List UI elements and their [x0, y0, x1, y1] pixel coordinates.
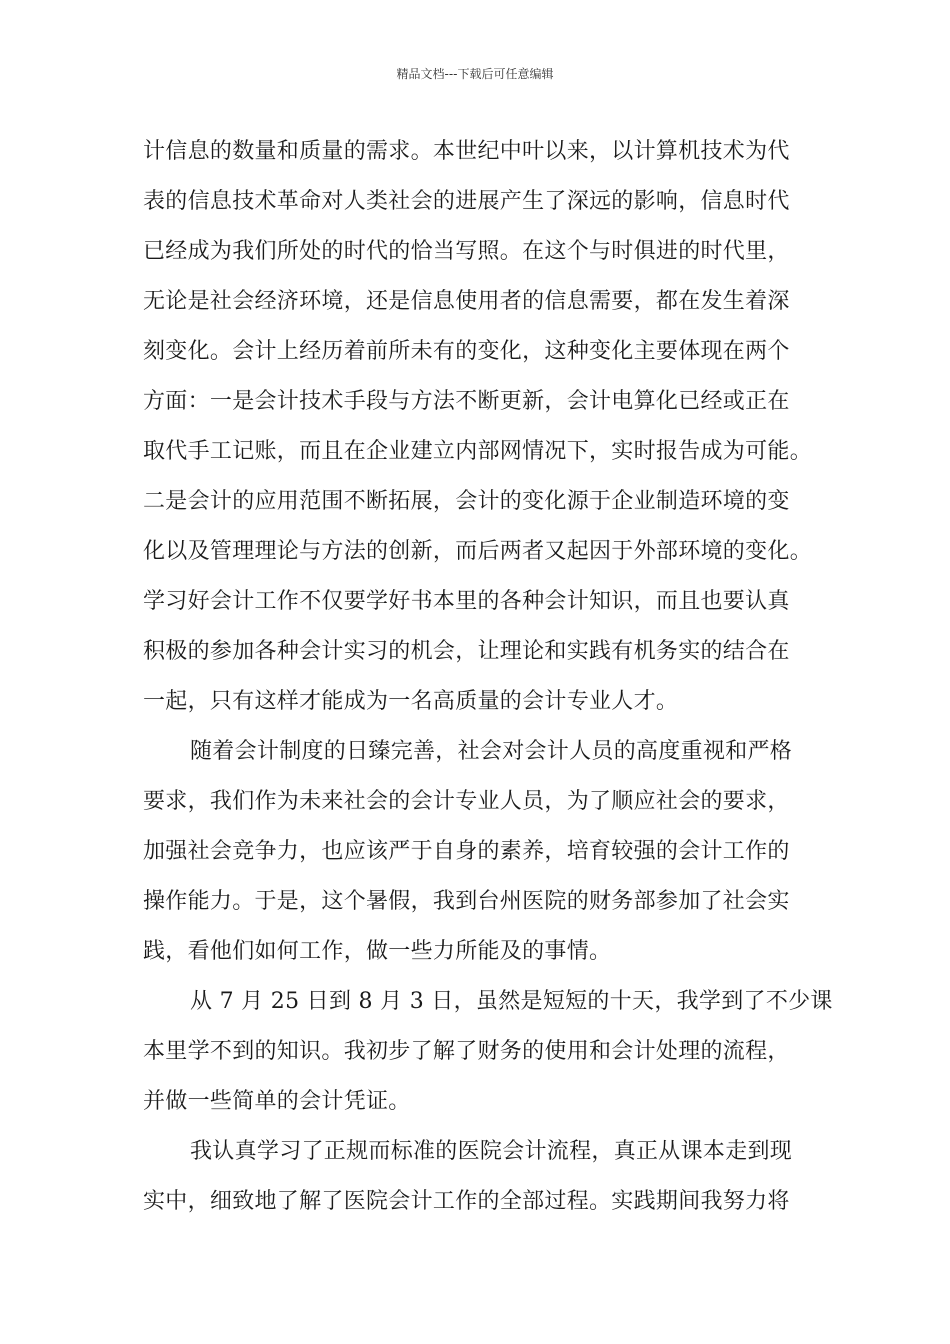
page-header: 精品文档---下载后可任意编辑 [396, 67, 554, 81]
text-line: 实中，细致地了解了医院会计工作的全部过程。实践期间我努力将 [143, 1189, 790, 1214]
text-line: 刻变化。会计上经历着前所未有的变化，这种变化主要体现在两个 [143, 339, 790, 364]
text-line: 二是会计的应用范围不断拓展，会计的变化源于企业制造环境的变 [143, 489, 790, 514]
text-line: 学习好会计工作不仅要学好书本里的各种会计知识，而且也要认真 [143, 589, 790, 614]
text-line: 本里学不到的知识。我初步了解了财务的使用和会计处理的流程， [143, 1039, 790, 1064]
text-line: 要求，我们作为未来社会的会计专业人员，为了顺应社会的要求， [143, 789, 790, 814]
text-line: 一起，只有这样才能成为一名高质量的会计专业人才。 [143, 689, 679, 714]
paragraph-first-line: 我认真学习了正规而标准的医院会计流程，真正从课本走到现 [190, 1139, 793, 1164]
text-line: 表的信息技术革命对人类社会的进展产生了深远的影响，信息时代 [143, 189, 790, 214]
text-line: 方面：一是会计技术手段与方法不断更新，会计电算化已经或正在 [143, 389, 790, 414]
text-line: 计信息的数量和质量的需求。本世纪中叶以来，以计算机技术为代 [143, 139, 790, 164]
text-line: 化以及管理理论与方法的创新，而后两者又起因于外部环境的变化。 [143, 539, 813, 564]
text-line: 操作能力。于是，这个暑假，我到台州医院的财务部参加了社会实 [143, 889, 790, 914]
text-line: 践，看他们如何工作，做一些力所能及的事情。 [143, 939, 612, 964]
paragraph-first-line: 随着会计制度的日臻完善，社会对会计人员的高度重视和严格 [190, 739, 793, 764]
text-line: 积极的参加各种会计实习的机会，让理论和实践有机务实的结合在 [143, 639, 790, 664]
text-line: 加强社会竞争力，也应该严于自身的素养，培育较强的会计工作的 [143, 839, 790, 864]
text-line: 取代手工记账，而且在企业建立内部网情况下，实时报告成为可能。 [143, 439, 813, 464]
paragraph-first-line: 从 7 月 25 日到 8 月 3 日，虽然是短短的十天，我学到了不少课 [190, 989, 833, 1014]
document-body [143, 132, 833, 1232]
text-line: 无论是社会经济环境，还是信息使用者的信息需要，都在发生着深 [143, 289, 790, 314]
text-line: 并做一些简单的会计凭证。 [143, 1089, 411, 1114]
text-line: 已经成为我们所处的时代的恰当写照。在这个与时俱进的时代里， [143, 239, 790, 264]
